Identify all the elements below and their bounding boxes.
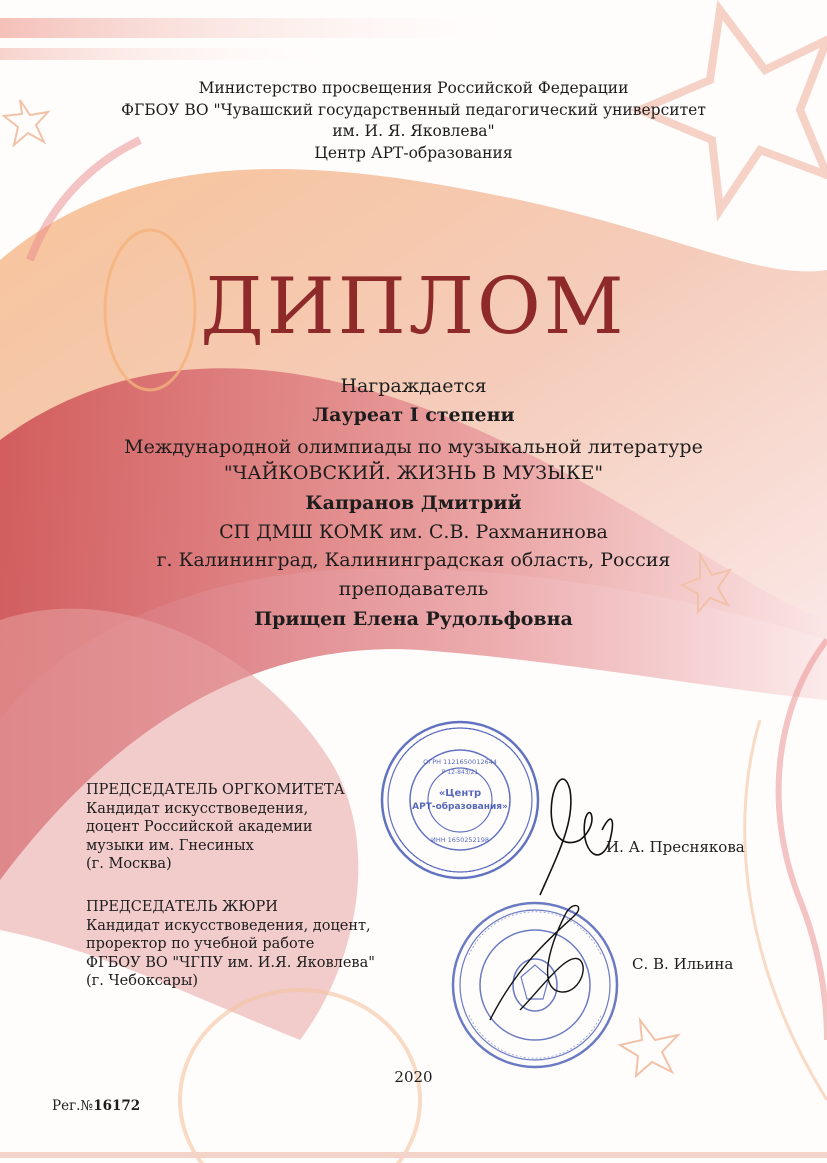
- awarded-label: Награждается: [340, 375, 487, 397]
- signature-role: ПРЕДСЕДАТЕЛЬ ЖЮРИ: [86, 899, 278, 915]
- ministry-line: Министерство просвещения Российской Федерации: [198, 79, 629, 97]
- signer-name-jury: С. В. Ильина: [632, 955, 734, 973]
- signature-ilyina: [490, 906, 583, 1020]
- signature-block-jury: [86, 898, 375, 991]
- signature-line: доцент Российской академии: [86, 819, 313, 835]
- stamp-center-text: «Центр: [438, 788, 482, 799]
- award-block: [0, 372, 827, 634]
- teacher-name: Прищеп Елена Рудольфовна: [254, 608, 573, 630]
- svg-text:АРТ-образования»: АРТ-образования»: [412, 802, 508, 812]
- teacher-label: преподаватель: [338, 577, 489, 600]
- signature-line: ФГБОУ ВО "ЧГПУ им. И.Я. Яковлева": [86, 954, 375, 971]
- university-line-2: им. И. Я. Яковлева": [332, 122, 495, 140]
- signature-presnyakova: [540, 779, 612, 895]
- center-line: Центр АРТ-образования: [314, 143, 513, 162]
- signature-line: музыки им. Гнесиных: [86, 837, 254, 854]
- year: 2020: [394, 1068, 433, 1086]
- award-rank: Лауреат I степени: [312, 403, 515, 426]
- event-line-1: Международной олимпиады по музыкальной литературе: [124, 436, 703, 458]
- signature-block-orgcommittee: [86, 781, 345, 874]
- signer-name-orgcommittee: И. А. Преснякова: [606, 838, 745, 856]
- school-name: СП ДМШ КОМК им. С.В. Рахманинова: [219, 520, 608, 543]
- diploma-title: ДИПЛОМ: [200, 262, 627, 352]
- stamp-center-art: [382, 722, 538, 878]
- header: [0, 78, 827, 164]
- signature-line: (г. Москва): [86, 856, 172, 872]
- university-line-1: ФГБОУ ВО "Чувашский государственный педагогический университет: [121, 100, 706, 119]
- svg-text:Р 12-843/21: Р 12-843/21: [441, 769, 479, 776]
- event-line-2: "ЧАЙКОВСКИЙ. ЖИЗНЬ В МУЗЫКЕ": [223, 461, 604, 484]
- signature-line: (г. Чебоксары): [86, 973, 199, 989]
- signature-line: проректор по учебной работе: [86, 936, 315, 952]
- registration-number: [52, 1098, 140, 1114]
- stamp-chgpu: [453, 903, 617, 1067]
- signature-role: ПРЕДСЕДАТЕЛЬ ОРГКОМИТЕТА: [86, 782, 345, 798]
- signature-line: Кандидат искусствоведения, доцент,: [86, 917, 371, 934]
- svg-text:ИНН 1650252198: ИНН 1650252198: [430, 836, 490, 844]
- registration-label: Рег.№: [52, 1098, 94, 1114]
- registration-value: 16172: [93, 1098, 141, 1114]
- svg-text:ОГРН 1121650012644: ОГРН 1121650012644: [423, 758, 497, 766]
- location: г. Калининград, Калининградская область, Россия: [156, 549, 671, 571]
- signature-line: Кандидат искусствоведения,: [86, 800, 309, 817]
- participant-name: Капранов Дмитрий: [305, 492, 522, 514]
